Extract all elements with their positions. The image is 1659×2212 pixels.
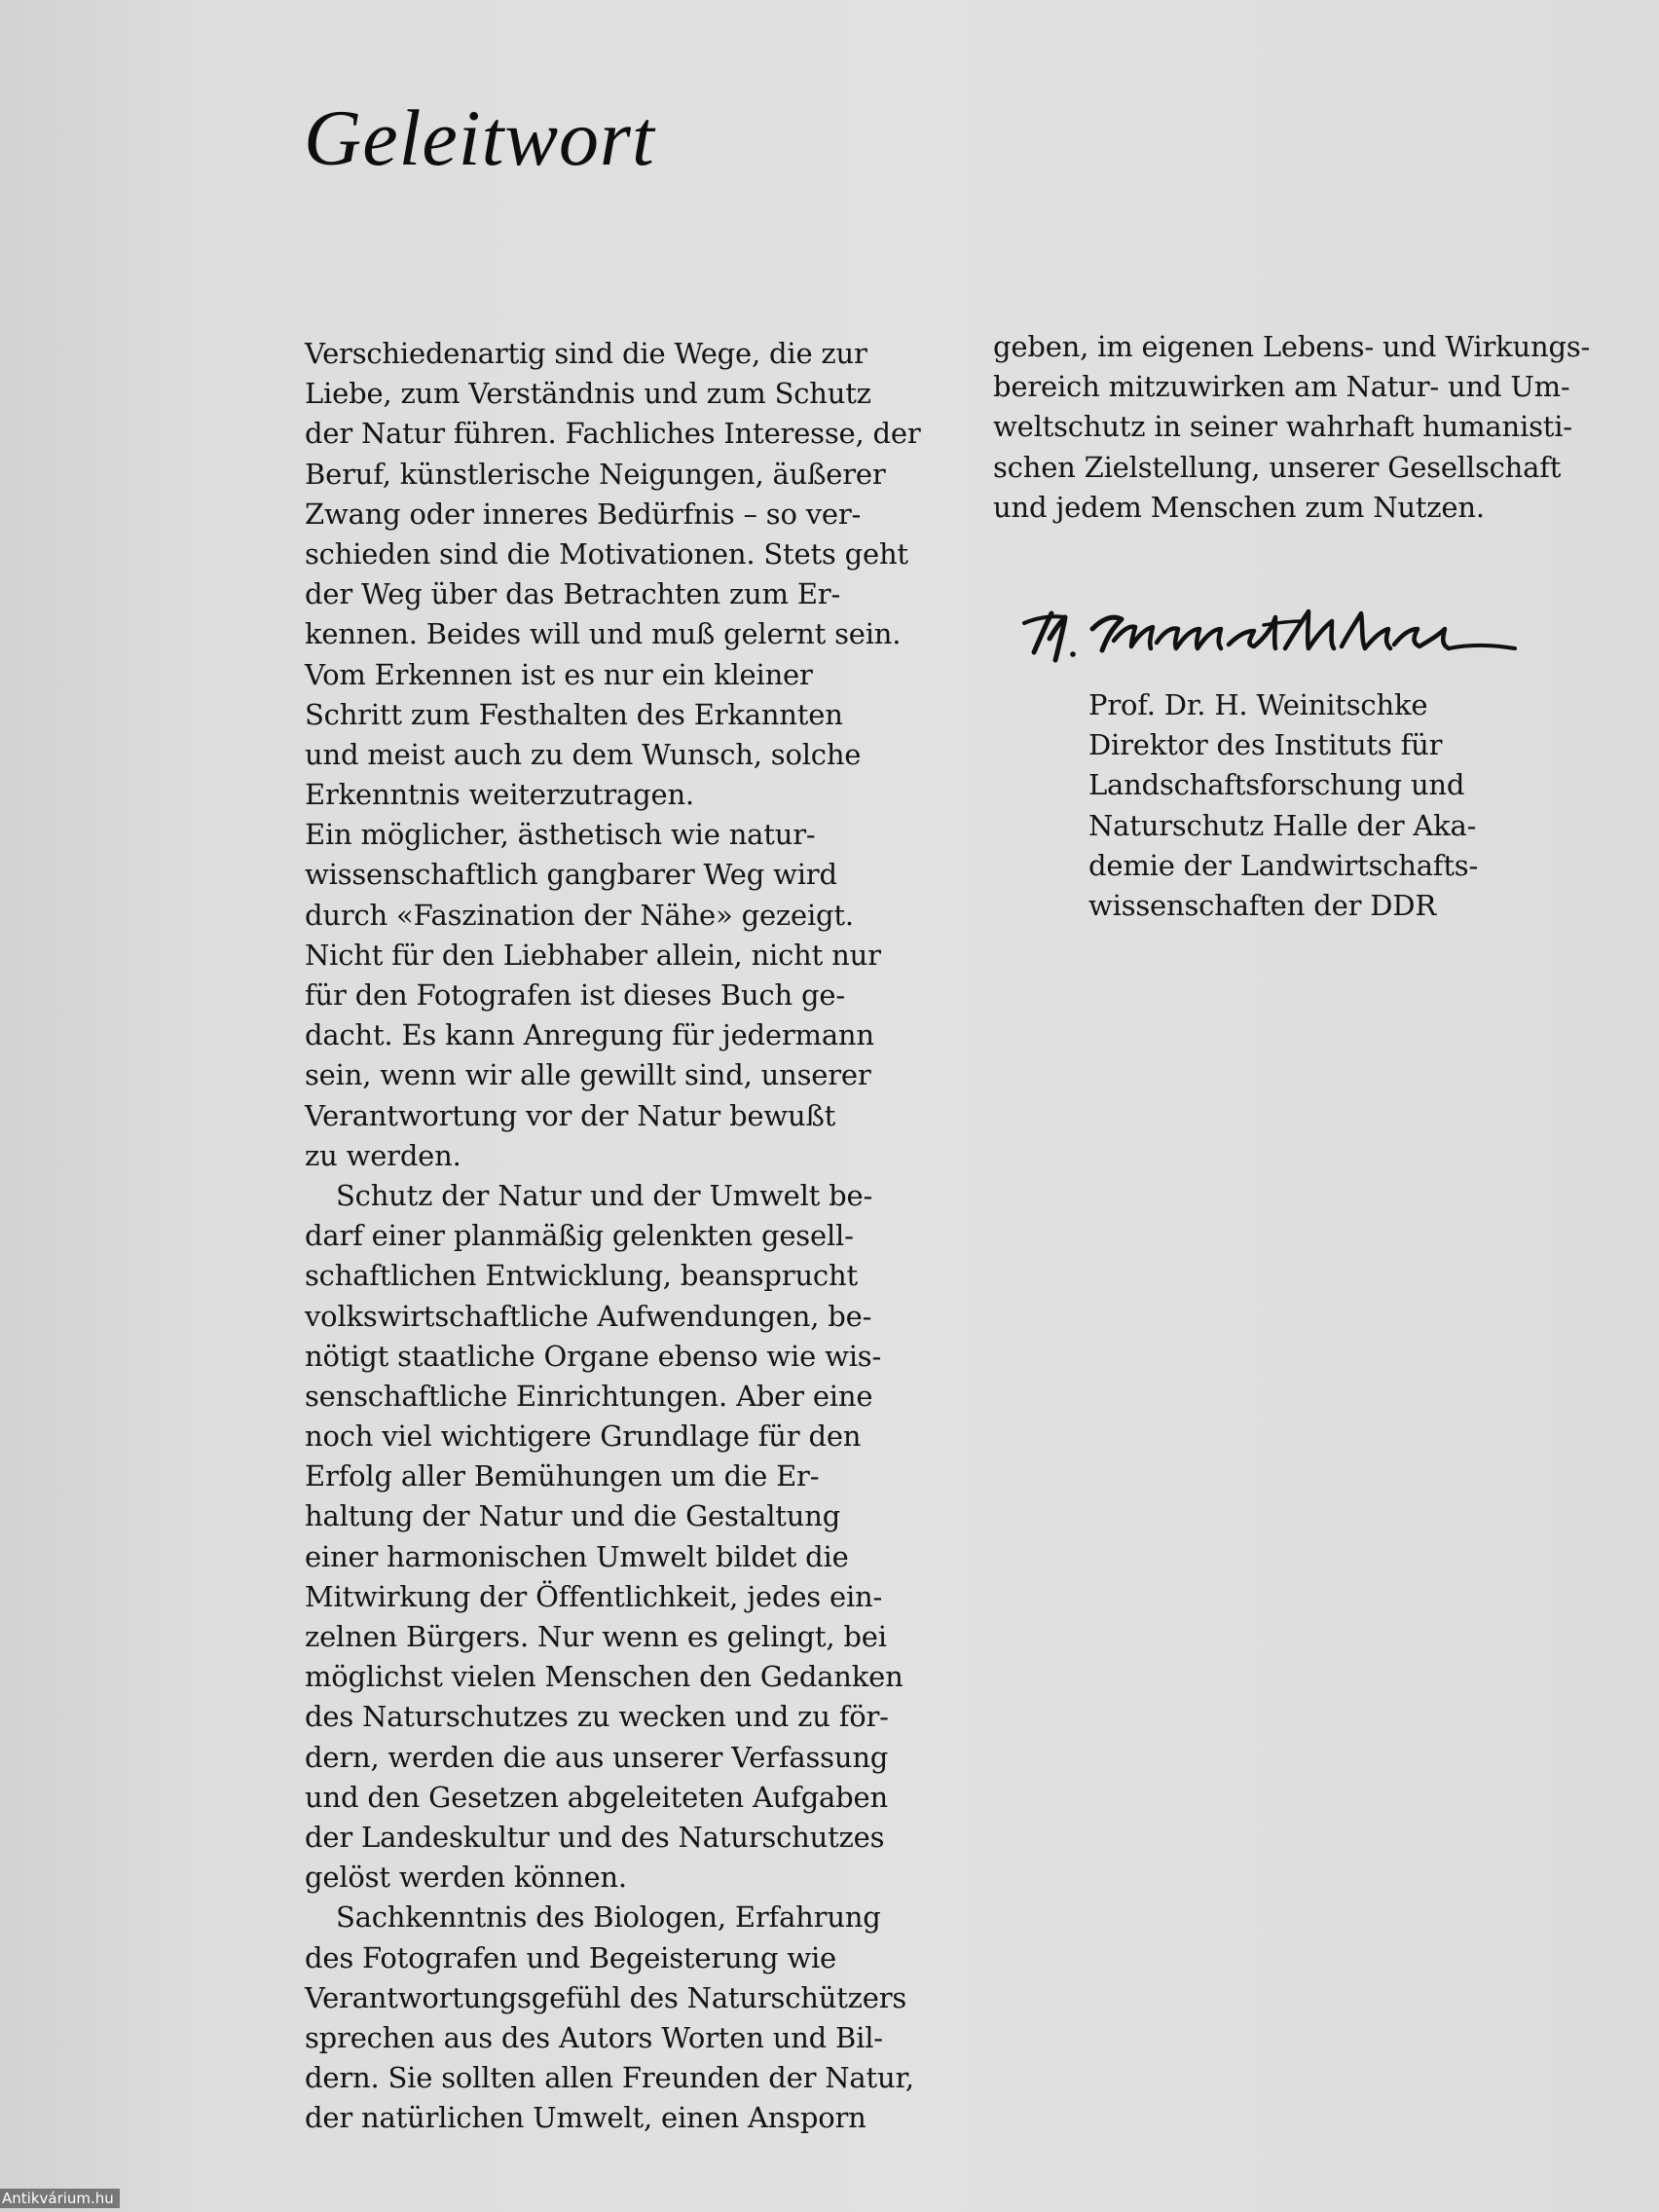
text-line: Beruf, künstlerische Neigungen, äußerer (305, 457, 886, 491)
body-text-left-column (305, 334, 921, 2138)
text-line: Ein möglicher, ästhetisch wie natur- (305, 818, 816, 852)
text-line: sprechen aus des Autors Worten und Bil- (305, 2020, 883, 2054)
text-line: Sachkenntnis des Biologen, Erfahrung (336, 1900, 881, 1935)
text-line: Nicht für den Liebhaber allein, nicht nur (305, 938, 881, 972)
text-line: schaftlichen Entwicklung, beansprucht (305, 1259, 858, 1293)
text-line: geben, im eigenen Lebens- und Wirkungs- (993, 330, 1591, 363)
text-line: Verschiedenartig sind die Wege, die zur (305, 337, 867, 370)
signatory-line: Naturschutz Halle der Aka- (1088, 808, 1477, 842)
text-line: kennen. Beides will und muß gelernt sein. (305, 617, 902, 651)
text-line: Verantwortung vor der Natur bewußt (305, 1098, 836, 1132)
text-line: Schutz der Natur und der Umwelt be- (336, 1178, 873, 1212)
text-line: noch viel wichtigere Grundlage für den (305, 1419, 862, 1454)
text-line: des Naturschutzes zu wecken und zu för- (305, 1700, 889, 1734)
text-line: Verantwortungsgefühl des Naturschützers (305, 1980, 907, 2014)
text-line: zelnen Bürgers. Nur wenn es gelingt, bei (305, 1620, 887, 1653)
text-line: gelöst werden können. (305, 1861, 627, 1895)
text-line: dacht. Es kann Anregung für jedermann (305, 1018, 874, 1052)
text-line: volkswirtschaftliche Aufwendungen, be- (305, 1299, 872, 1333)
signatory-block (1088, 685, 1478, 926)
text-line: darf einer planmäßig gelenkten gesell- (305, 1219, 854, 1253)
watermark: Antikvárium.hu (0, 2189, 120, 2208)
text-line: haltung der Natur und die Gestaltung (305, 1499, 841, 1533)
signatory-line: wissenschaften der DDR (1088, 888, 1436, 922)
text-line: der Landeskultur und des Naturschutzes (305, 1820, 885, 1854)
text-line: sein, wenn wir alle gewillt sind, unserer (305, 1058, 871, 1092)
text-line: des Fotografen und Begeisterung wie (305, 1940, 837, 1974)
text-line: der Natur führen. Fachliches Interesse, der (305, 417, 921, 451)
text-line: Schritt zum Festhalten des Erkannten (305, 697, 843, 731)
text-line: Erfolg aller Bemühungen um die Er- (305, 1459, 820, 1493)
handwritten-signature (1020, 596, 1527, 674)
text-line: einer harmonischen Umwelt bildet die (305, 1539, 849, 1573)
text-line: Vom Erkennen ist es nur ein kleiner (305, 657, 813, 691)
text-line: durch «Faszination der Nähe» gezeigt. (305, 898, 854, 932)
text-line: Liebe, zum Verständnis und zum Schutz (305, 377, 871, 411)
text-line: dern. Sie sollten allen Freunden der Natur, (305, 2061, 914, 2095)
text-line: Erkenntnis weiterzutragen. (305, 778, 694, 812)
signatory-line: demie der Landwirtschafts- (1088, 848, 1479, 882)
text-line: und jedem Menschen zum Nutzen. (993, 490, 1485, 524)
text-line: wissenschaftlich gangbarer Weg wird (305, 858, 837, 892)
text-line: nötigt staatliche Organe ebenso wie wis- (305, 1339, 882, 1373)
text-line: und den Gesetzen abgeleiteten Aufgaben (305, 1780, 888, 1814)
body-text-right-column (993, 327, 1590, 528)
text-line: der Weg über das Betrachten zum Er- (305, 577, 841, 611)
signatory-line: Direktor des Instituts für (1088, 728, 1443, 762)
text-line: Zwang oder inneres Bedürfnis – so ver- (305, 497, 862, 531)
text-line: Mitwirkung der Öffentlichkeit, jedes ein- (305, 1579, 883, 1613)
text-line: senschaftliche Einrichtungen. Aber eine (305, 1379, 873, 1413)
text-line: bereich mitzuwirken am Natur- und Um- (993, 370, 1570, 404)
text-line: zu werden. (305, 1138, 461, 1172)
text-line: möglichst vielen Menschen den Gedanken (305, 1660, 903, 1694)
text-line: für den Fotografen ist dieses Buch ge- (305, 978, 845, 1012)
text-line: dern, werden die aus unserer Verfassung (305, 1740, 889, 1774)
text-line: schen Zielstellung, unserer Gesellschaft (993, 450, 1562, 484)
text-line: schieden sind die Motivationen. Stets geht (305, 536, 908, 571)
page-title: Geleitwort (304, 93, 655, 182)
signatory-line: Landschaftsforschung und (1088, 768, 1465, 802)
text-line: der natürlichen Umwelt, einen Ansporn (305, 2101, 866, 2135)
text-line: weltschutz in seiner wahrhaft humanisti- (993, 410, 1572, 444)
text-line: und meist auch zu dem Wunsch, solche (305, 737, 862, 771)
signatory-line: Prof. Dr. H. Weinitschke (1088, 688, 1428, 721)
